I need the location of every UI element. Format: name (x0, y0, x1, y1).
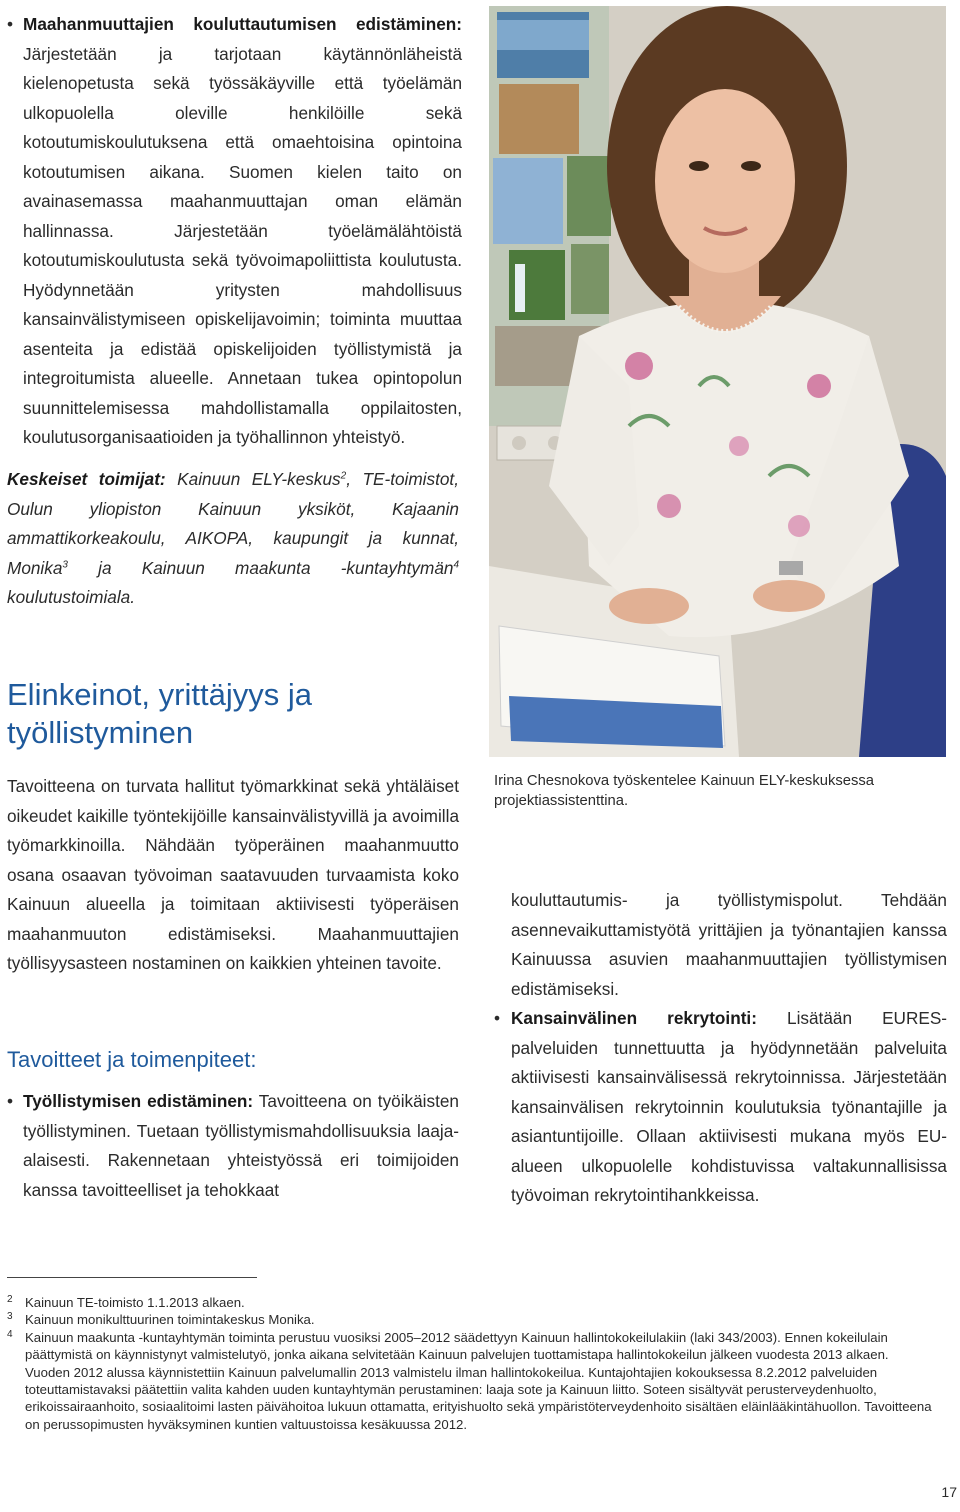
bullet-body-text: Tavoitteena on työikäisten työllistyminen. Tuetaan työllistymismahdollisuuksia laaja-alaisesti. Rakennetaan yhteistyössä eri toimijoiden kanssa tavoitteelliset ja tehokkaat (23, 1091, 459, 1200)
bullet-integration-training (7, 10, 462, 453)
bullet-marker: • (7, 14, 14, 34)
bullet-bold-label: Työllistymisen edistäminen: (23, 1091, 254, 1111)
right-continuation-paragraph: kouluttautumis- ja työllistymispolut. Tehdään asennevaikuttamistyötä yrittäjien ja työnantajien kanssa Kainuussa asuvien maahanmuuttajien työllistymisen edistämiseksi. (511, 890, 947, 999)
photo-caption: Irina Chesnokova työskentelee Kainuun ELY-keskuksessa projektiassistenttina. (494, 773, 875, 809)
key-actors-text-3: ja Kainuun maakunta -kuntayhtymän (67, 557, 454, 578)
footnote-divider (7, 1277, 257, 1278)
footnote-4 (7, 1329, 947, 1433)
footnote-text: Kainuun maakunta -kuntayhtymän toiminta perustuu vuosiksi 2005–2012 säädettyyn Kainuun hallintokokeilulakiin (laki 343/2003). Ennen kokeilulain päättymistä on käynnistynyt valmistelutyö, jonka aikana selvitetään Kainuun palvelujen tuottamistapa hallintokokeilun jälkeen vuodesta 2013 alkaen. Vuoden 2012 alussa käynnistettiin Kainuun palvelumallin 2013 valmistelu ilman hallintokokeilua. Kuntajohtajien kokouksessa 8.2.2012 palveluiden toteuttamistavaksi päätettiin valita kahden uuden kuntayhtymän perustaminen: laaja sote ja Kainuun liitto. Soteen sisältyvät perusterveydenhuolto, erikoissairaanhoito, sosiaalitoimi lasten päivähoitoa lukuun ottamatta, erityishuolto sekä ympäristöterveydenhoito sisältäen eläinlääkintähuollon. Tavoitteena on perussopimusten hyväksyminen kuntien valtuustoissa kesäkuussa 2012. (25, 1329, 932, 1432)
footnote-3 (7, 1311, 947, 1328)
footnote-number: 3 (7, 1311, 13, 1323)
page-number: 17 (941, 1484, 957, 1500)
footnote-number: 4 (7, 1328, 13, 1340)
bullet-body-text: Lisätään EURES-palveluiden tunnettuutta ja hyödynnetään palveluita aktiivisesti kansainvälisessä rekrytoinnissa. Järjestetään kansainvälisen rekrytoinnin koulutuksia työnantajille ja asiantuntijoille. Ollaan aktiivisesti mukana myös EU-alueen ulkopuolelle kohdistuvissa valtakunnallisissa työvoiman rekrytointihankkeissa. (511, 1008, 948, 1205)
key-actors-text-1: Kainuun ELY-keskus (165, 469, 341, 489)
key-actors-text-2: , TE-toimistot, Oulun yliopiston Kainuun yksiköt, Kajaanin ammattikorkeakoulu, AIKOPA, kaupungit ja kunnat, Monika (7, 469, 459, 578)
footnote-number: 2 (7, 1294, 13, 1305)
key-actors-label: Keskeiset toimijat: (7, 469, 166, 489)
bullet-marker: • (494, 1008, 501, 1028)
footnote-ref-2: 2 (340, 470, 347, 482)
footnote-ref-3: 3 (62, 558, 68, 570)
footnote-text: Kainuun monikulttuurinen toimintakeskus Monika. (25, 1312, 315, 1328)
bullet-body-text: Järjestetään ja tarjotaan käytännönläheistä kielenopetusta sekä työssäkäyville että työelämän ulkopuolella oleville henkilöille sekä kotoutumiskoulutuksena että omaehtoisina opintoina kotoutumisen aikana. Suomen kielen taito on avainasemassa maahanmuuttajan oman elämän hallinnassa. Järjestetään työelämälähtöistä kotoutumiskoulutusta sekä työvoimapoliittista koulutusta. Hyödynnetään yritysten mahdollisuus kansainvälistymiseen opiskelijavoimin; toiminta muuttaa asenteita ja edistää opiskelijoiden työllistymistä ja integroitumista alueelle. Annetaan tukea opintopolun suunnittelemisessa mahdollistamalla oppilaitosten, koulutusorganisaatioiden ja työhallinnon yhteistyö. (23, 43, 462, 447)
section-heading: Elinkeinot, yrittäjyys ja työllistyminen (7, 677, 312, 750)
key-actors-text-4: koulutustoimiala. (7, 587, 136, 607)
bullet-bold-label: Kansainvälinen rekrytointi: (511, 1008, 757, 1028)
footnote-2 (7, 1294, 947, 1311)
bullet-bold-label: Maahanmuuttajien kouluttautumisen edistäminen: (23, 14, 462, 34)
footnote-ref-4: 4 (453, 558, 459, 570)
key-actors-paragraph (7, 465, 459, 613)
bullet-marker: • (7, 1091, 14, 1111)
portrait-photo (489, 6, 946, 757)
footnote-text: Kainuun TE-toimisto 1.1.2013 alkaen. (25, 1295, 245, 1310)
footnotes (7, 1294, 947, 1433)
goals-subheading: Tavoitteet ja toimenpiteet: (7, 1047, 257, 1072)
section-intro-paragraph: Tavoitteena on turvata hallitut työmarkkinat sekä yhtäläiset oikeudet kaikille työntekijöille kansainvälistyvillä ja avoimilla työmarkkinoilla. Nähdään työperäinen maahanmuutto osana osaavan työvoiman saatavuuden turvaamista koko Kainuun alueella ja toimitaan aktiivisesti työperäisen maahanmuuton edistämiseksi. Maahanmuuttajien työllisyysasteen nostaminen on kaikkien yhteinen tavoite. (7, 776, 459, 973)
portrait-illustration (489, 6, 946, 757)
bullet-international-recruitment (494, 1004, 947, 1211)
bullet-employment-promotion (7, 1087, 459, 1205)
